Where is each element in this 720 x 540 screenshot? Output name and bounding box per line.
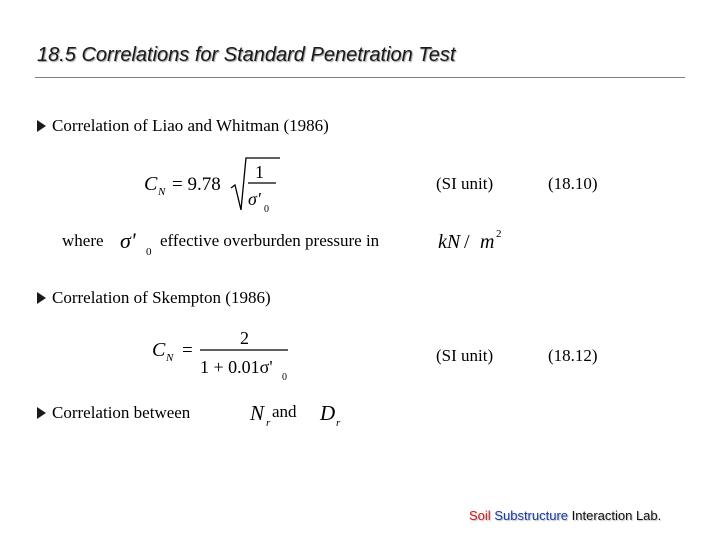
eq2-denominator: 1 + 0.01σ' — [200, 357, 273, 377]
var-d: D — [320, 401, 336, 425]
bullet-correlation-between — [37, 403, 190, 423]
sigma-glyph: σ' — [120, 228, 136, 253]
eq1-unit-label: (SI unit) — [436, 174, 494, 193]
triangle-bullet-icon — [37, 120, 46, 132]
var-n-sub: r — [266, 417, 271, 429]
bullet-text: Correlation of Liao and Whitman (1986) — [52, 116, 329, 135]
eq2-lhs-sub: N — [166, 352, 174, 364]
var-n: N — [250, 401, 265, 425]
equation-18-12 — [148, 324, 298, 382]
and-text: and — [272, 402, 297, 421]
triangle-bullet-icon — [37, 407, 46, 419]
footer-rest: Interaction Lab. — [571, 508, 662, 523]
triangle-bullet-icon — [37, 292, 46, 304]
bullet-text: Correlation of Skempton (1986) — [52, 288, 271, 307]
sigma-prime-symbol — [118, 224, 158, 258]
bullet-skempton — [37, 288, 271, 308]
where-definition: effective overburden pressure in — [160, 231, 380, 250]
bullet-text: Correlation between — [52, 403, 191, 422]
eq1-denominator: σ' — [248, 189, 261, 209]
eq1-number: (18.10) — [548, 174, 598, 193]
sigma-sub: 0 — [146, 246, 152, 258]
eq1-coefficient: = 9.78 — [172, 174, 221, 195]
eq2-number: (18.12) — [548, 346, 598, 365]
unit-m: m — [480, 231, 495, 253]
var-d-sub: r — [336, 417, 341, 429]
eq1-lhs: C — [144, 173, 158, 195]
eq2-equals: = — [182, 340, 193, 361]
nr-dr-variables — [248, 396, 358, 430]
eq2-denominator-sub: 0 — [282, 372, 287, 382]
equation-18-10 — [140, 152, 290, 218]
eq2-unit-label: (SI unit) — [436, 346, 494, 365]
unit-kn: kN — [438, 231, 461, 253]
bullet-liao-whitman — [37, 116, 329, 136]
page-title: 18.5 Correlations for Standard Penetration Test — [37, 44, 456, 66]
eq1-lhs-sub: N — [158, 186, 166, 198]
footer-substructure: Substructure — [494, 508, 569, 523]
footer-lab-name — [469, 508, 661, 523]
footer-soil: Soil — [469, 508, 491, 523]
unit-slash: / — [464, 231, 470, 253]
unit-kn-per-m2 — [436, 222, 506, 256]
eq2-lhs: C — [152, 339, 166, 361]
eq1-denominator-sub: 0 — [264, 204, 269, 215]
eq1-numerator: 1 — [255, 162, 264, 182]
where-label: where — [62, 231, 104, 250]
unit-exp: 2 — [496, 228, 502, 240]
title-divider — [35, 77, 685, 78]
eq2-numerator: 2 — [240, 328, 249, 348]
